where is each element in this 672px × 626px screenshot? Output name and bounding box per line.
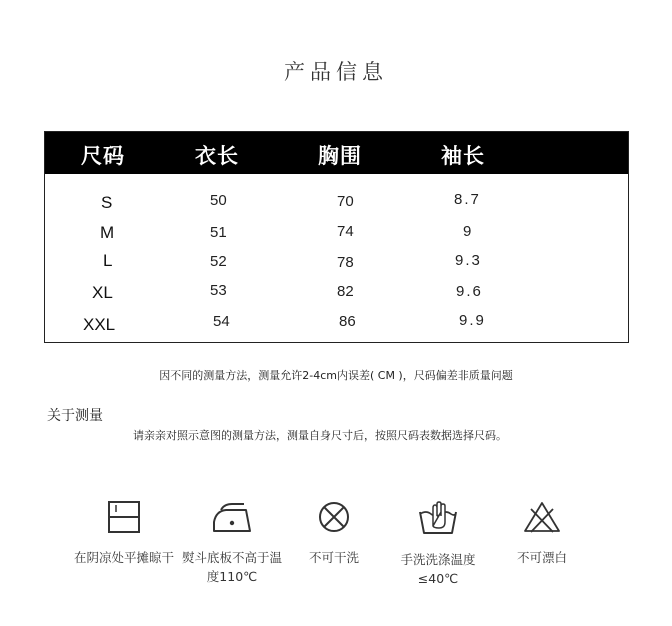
care-label: 熨斗底板不高于温度110℃ bbox=[181, 550, 282, 584]
iron-low-heat-icon bbox=[210, 500, 254, 534]
size-table bbox=[44, 131, 629, 343]
table-cell-size: XXL bbox=[83, 315, 116, 334]
header-length: 衣长 bbox=[195, 144, 239, 168]
care-label: 不可干洗 bbox=[308, 550, 359, 565]
table-cell-sleeve: 9.3 bbox=[455, 252, 482, 269]
care-item-dry bbox=[69, 500, 179, 567]
table-cell-size: S bbox=[101, 193, 113, 212]
table-cell-sleeve: 8.7 bbox=[454, 191, 481, 208]
page-title: 产品信息 bbox=[284, 60, 388, 84]
table-cell-sleeve: 9.6 bbox=[456, 283, 483, 300]
do-not-bleach-icon bbox=[522, 500, 562, 534]
care-label: 在阴凉处平摊晾干 bbox=[73, 550, 174, 565]
line-dry-in-shade-icon bbox=[106, 500, 142, 534]
header-chest: 胸围 bbox=[318, 144, 362, 168]
care-label: 不可漂白 bbox=[516, 550, 567, 565]
do-not-dry-clean-icon bbox=[316, 500, 352, 534]
table-cell-length: 52 bbox=[210, 253, 227, 270]
table-cell-length: 54 bbox=[213, 313, 230, 330]
table-cell-length: 51 bbox=[210, 224, 227, 241]
table-cell-chest: 74 bbox=[337, 223, 354, 240]
table-cell-chest: 82 bbox=[337, 283, 354, 300]
table-cell-size: XL bbox=[92, 283, 113, 302]
table-cell-size: M bbox=[100, 223, 115, 242]
care-item-bleach bbox=[487, 500, 597, 567]
table-cell-chest: 70 bbox=[337, 193, 354, 210]
table-cell-length: 50 bbox=[210, 192, 227, 209]
care-item-hand-wash bbox=[383, 500, 493, 588]
header-size: 尺码 bbox=[81, 144, 125, 168]
care-item-dry-clean bbox=[279, 500, 389, 567]
table-cell-chest: 86 bbox=[339, 313, 356, 330]
header-sleeve: 袖长 bbox=[441, 144, 485, 168]
care-label: 手洗洗涤温度≤40℃ bbox=[400, 552, 476, 586]
table-cell-chest: 78 bbox=[337, 254, 354, 271]
size-table-header bbox=[45, 132, 628, 174]
table-cell-size: L bbox=[103, 251, 113, 270]
about-measurement-heading: 关于测量 bbox=[47, 408, 103, 424]
care-item-iron bbox=[177, 500, 287, 586]
measurement-note: 因不同的测量方法，测量允许2-4cm内误差( CM )，尺码偏差非质量问题 bbox=[159, 369, 513, 382]
about-measurement-text: 请亲亲对照示意图的测量方法，测量自身尺寸后，按照尺码表数据选择尺码。 bbox=[133, 429, 507, 442]
table-cell-length: 53 bbox=[210, 282, 227, 299]
hand-wash-icon bbox=[416, 500, 460, 536]
table-cell-sleeve: 9.9 bbox=[459, 312, 486, 329]
table-cell-sleeve: 9 bbox=[463, 223, 472, 240]
